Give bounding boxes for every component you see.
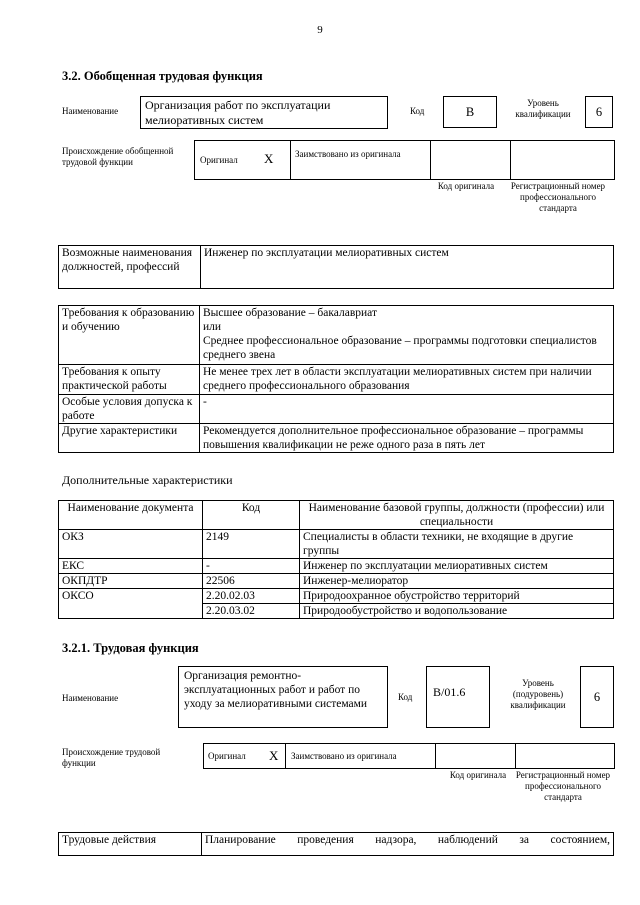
header-document: Наименование документа [59, 501, 203, 530]
name-cell: Специалисты в области техники, не входящие в другие группы [300, 530, 614, 559]
positions-value: Инженер по эксплуатации мелиоративных систем [201, 246, 614, 289]
level-label: Уровень (подуровень) квалификации [510, 678, 566, 710]
table-header [59, 501, 614, 530]
req-line: Высшее образование – бакалавриат [203, 307, 377, 319]
code-cell: - [203, 559, 300, 574]
name-label: Наименование [62, 106, 119, 116]
code-label: Код [410, 106, 425, 116]
doc-cell: ОКПДТР [59, 574, 203, 589]
function-name-box: Организация работ по эксплуатации мелиоративных систем [140, 96, 388, 129]
req-value: Рекомендуется дополнительное профессиональное образование – программы повышения квалификации не реже одного раза в пять лет [200, 424, 614, 453]
origin-label: Происхождение трудовой функции [62, 747, 161, 768]
code-value-box: B/01.6 [426, 666, 490, 728]
reg-number-label: Регистрационный номер профессионального стандарта [510, 181, 606, 213]
borrowed-label: Заимствовано из оригинала [295, 149, 401, 159]
req-label: Требования к образованию и обучению [59, 306, 200, 365]
additional-title: Дополнительные характеристики [62, 473, 233, 487]
positions-table [58, 245, 614, 289]
actions-table [58, 832, 614, 856]
level-value-box: 6 [585, 96, 613, 128]
subsection-title: 3.2.1. Трудовая функция [62, 641, 199, 655]
name-cell: Инженер по эксплуатации мелиоративных систем [300, 559, 614, 574]
name-cell: Природообустройство и водопользование [300, 604, 614, 619]
header-code: Код [203, 501, 300, 530]
req-row [59, 395, 614, 424]
name-label: Наименование [62, 693, 119, 703]
doc-cell: ОКЗ [59, 530, 203, 559]
req-row [59, 365, 614, 395]
table-row [59, 559, 614, 574]
original-label: Оригинал [208, 751, 246, 761]
actions-value: Планирование проведения надзора, наблюдений за состоянием, [202, 833, 614, 856]
doc-cell: ЕКС [59, 559, 203, 574]
req-label: Требования к опыту практической работы [59, 365, 200, 395]
req-value: Не менее трех лет в области эксплуатации мелиоративных систем при наличии среднего профессионального образования [200, 365, 614, 395]
req-label: Особые условия допуска к работе [59, 395, 200, 424]
requirements-table [58, 305, 614, 453]
doc-cell: ОКСО [59, 589, 203, 619]
code-cell: 2.20.03.02 [203, 604, 300, 619]
page-number: 9 [317, 24, 323, 36]
req-value: - [200, 395, 614, 424]
origin-label: Происхождение обобщенной трудовой функции [62, 146, 174, 167]
header-name: Наименование базовой группы, должности (профессии) или специальности [300, 501, 614, 530]
code-cell: 22506 [203, 574, 300, 589]
req-row [59, 424, 614, 453]
name-cell: Инженер-мелиоратор [300, 574, 614, 589]
function-name-box: Организация ремонтно-эксплуатационных работ и работ по уходу за мелиоративными системами [178, 666, 388, 728]
req-value [200, 306, 614, 365]
req-label: Другие характеристики [59, 424, 200, 453]
code-label: Код [398, 692, 413, 702]
req-line: или [203, 321, 222, 333]
code-value-box: B [443, 96, 497, 128]
origin-row [203, 743, 615, 769]
borrowed-label: Заимствовано из оригинала [291, 751, 397, 761]
orig-code-label: Код оригинала [449, 770, 507, 780]
req-line: Среднее профессиональное образование – программы подготовки специалистов среднего звена [203, 335, 597, 361]
original-mark: X [264, 151, 274, 166]
original-mark: X [269, 748, 279, 763]
additional-table [58, 500, 614, 619]
table-row [59, 589, 614, 604]
origin-row [194, 140, 615, 180]
orig-code-label: Код оригинала [437, 181, 495, 191]
level-value-box: 6 [580, 666, 614, 728]
code-cell: 2.20.02.03 [203, 589, 300, 604]
section-title: 3.2. Обобщенная трудовая функция [62, 69, 263, 83]
code-cell: 2149 [203, 530, 300, 559]
table-row [59, 574, 614, 589]
table-row [59, 530, 614, 559]
req-row [59, 306, 614, 365]
actions-label: Трудовые действия [59, 833, 202, 856]
positions-label: Возможные наименования должностей, профессий [59, 246, 201, 289]
level-label: Уровень квалификации [515, 98, 571, 119]
original-label: Оригинал [200, 155, 238, 165]
name-cell: Природоохранное обустройство территорий [300, 589, 614, 604]
reg-number-label: Регистрационный номер профессионального стандарта [515, 770, 611, 802]
